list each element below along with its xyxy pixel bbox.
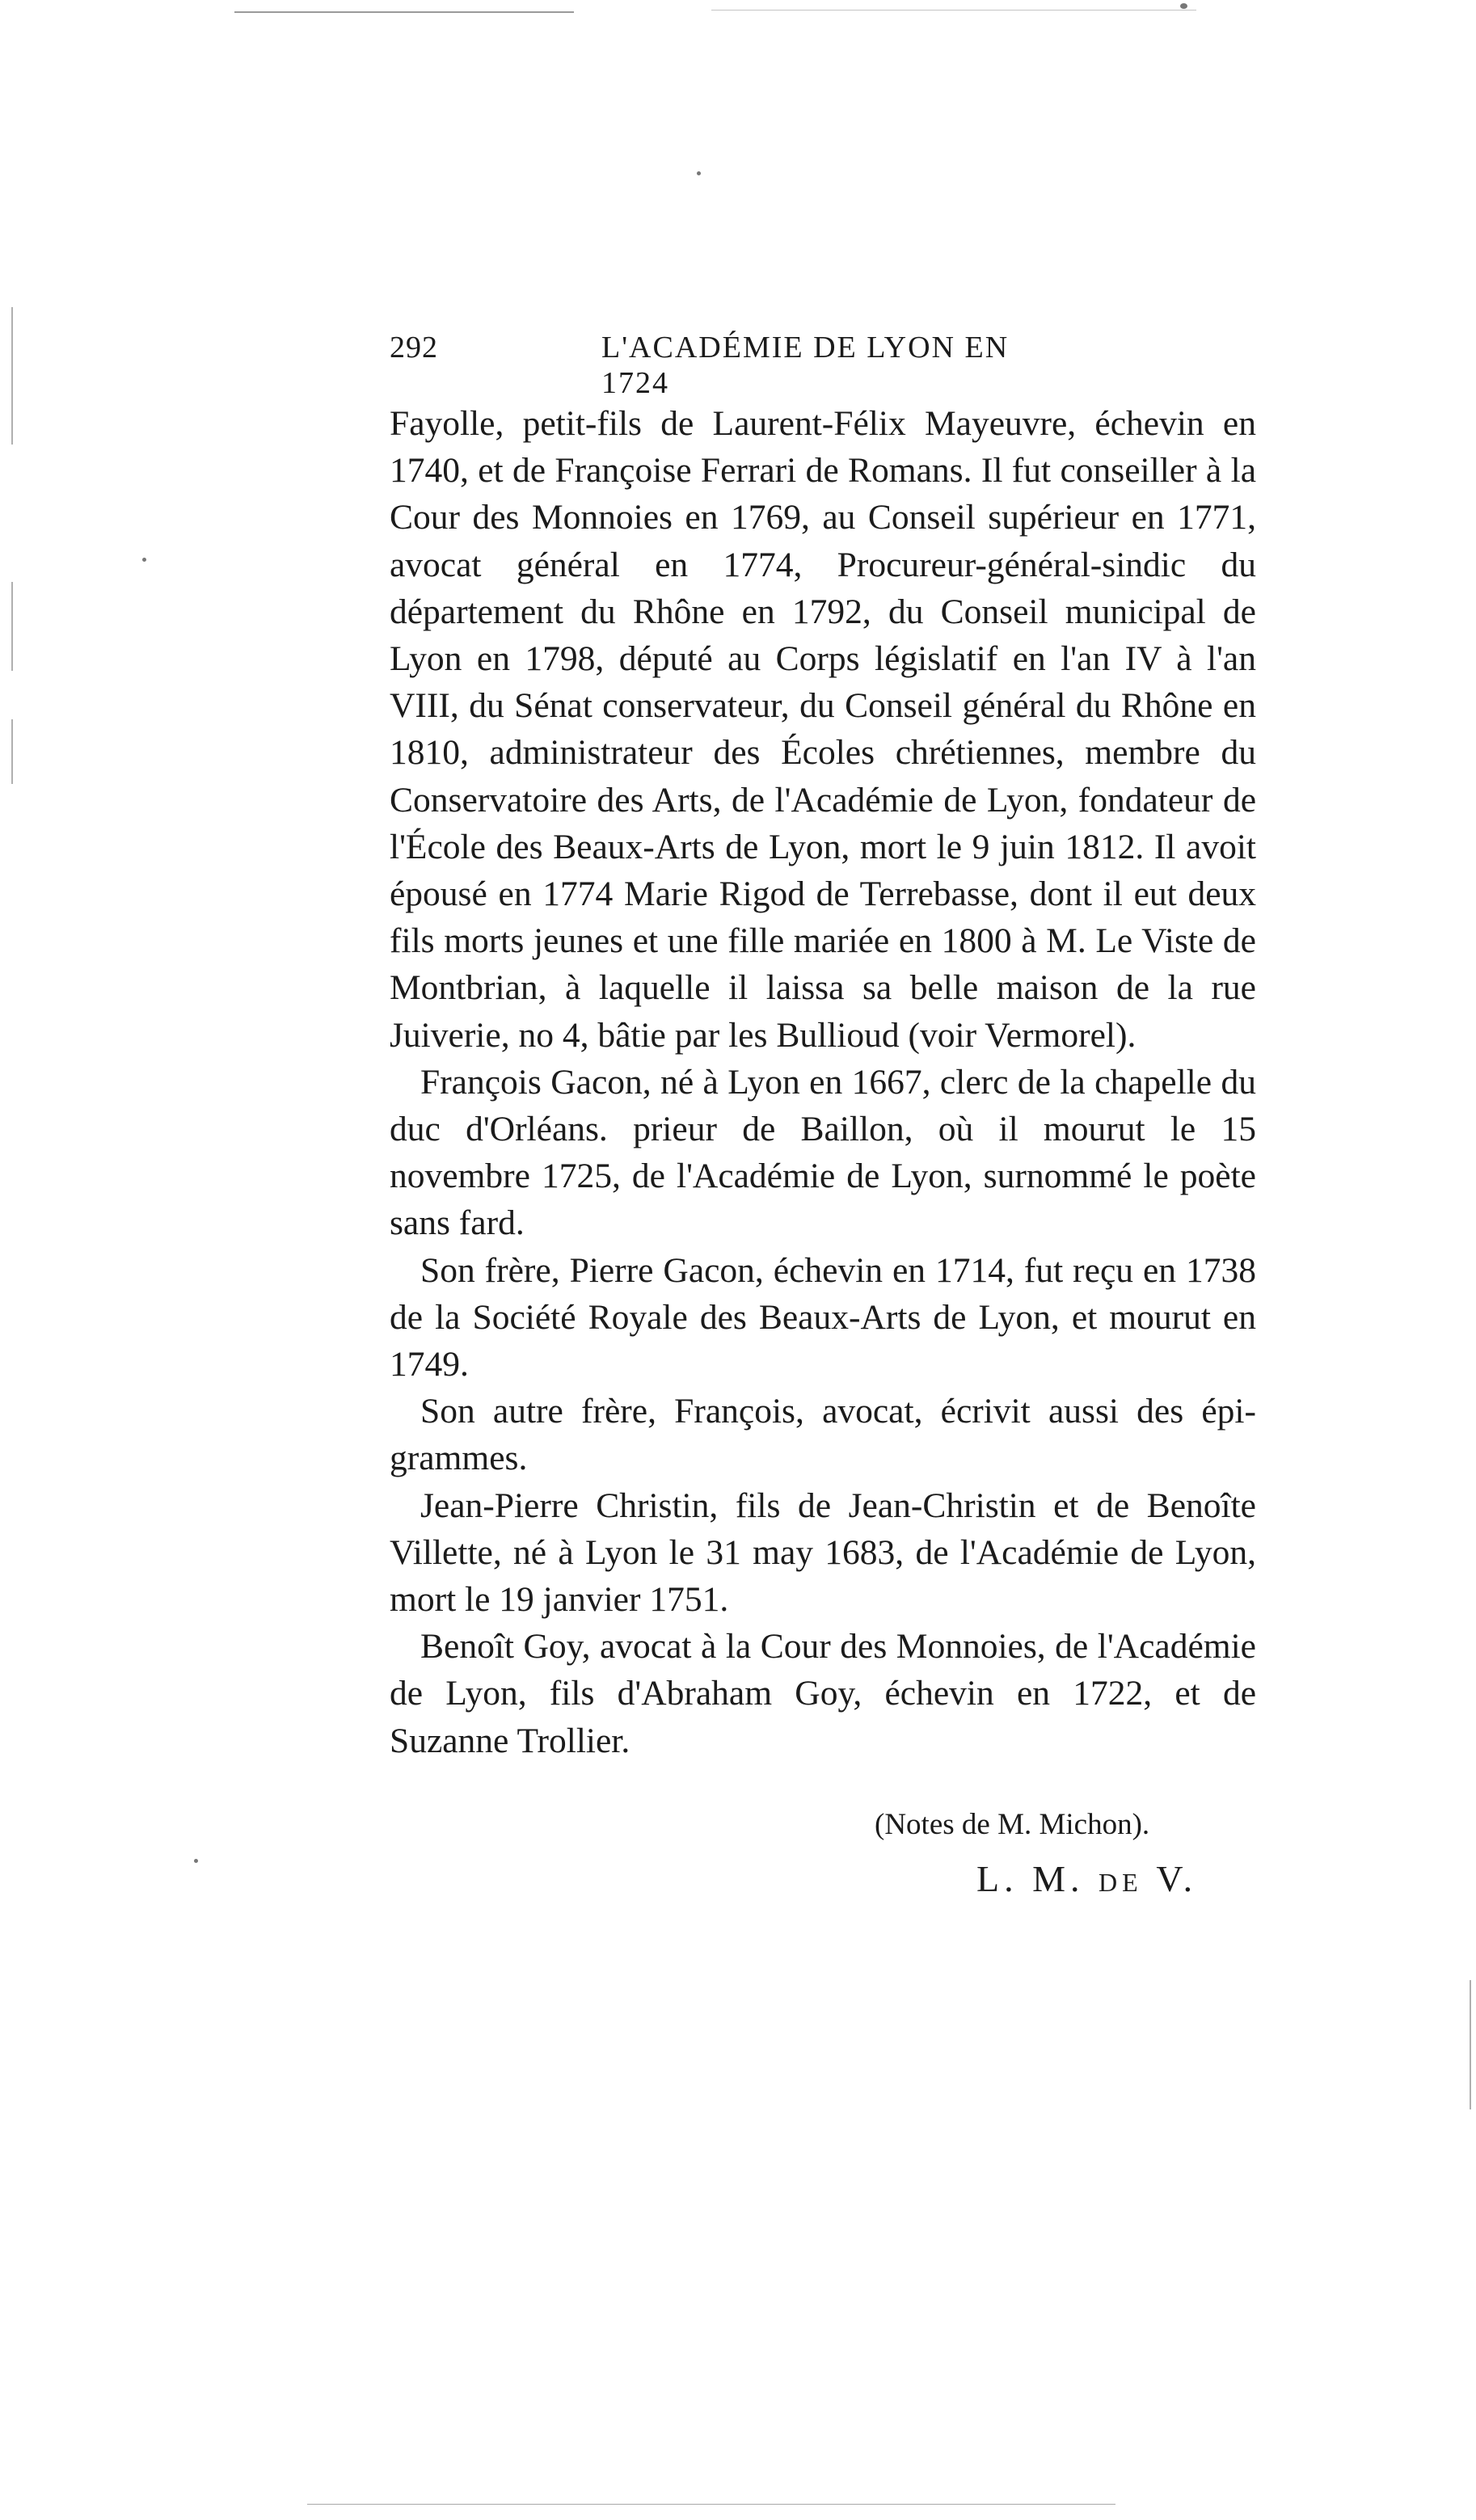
- paragraph-pierre-gacon: Son frère, Pierre Gacon, échevin en 1714, fut reçu en 1738 de la Société Royale des Beaux-Arts de Lyon, et mourut en 1749.: [390, 1250, 1256, 1384]
- paragraph-benoit-goy: Benoît Goy, avocat à la Cour des Monnoies, de l'Académie de Lyon, fils d'Abraham Goy, échevin en 1722, et de Suzanne Trollier.: [390, 1627, 1256, 1760]
- paragraph-francois-avocat: Son autre frère, François, avocat, écrivit aussi des épigrammes.: [390, 1392, 1256, 1478]
- paragraph-jean-pierre-christin: Jean-Pierre Christin, fils de Jean-Christin et de Benoîte Villette, né à Lyon le 31 may 1683, de l'Académie de Lyon, mort le 19 janvier 1751.: [390, 1485, 1256, 1620]
- page-header: [390, 330, 1052, 400]
- signature-last: V.: [1156, 1858, 1198, 1899]
- scan-artifact-top-rule: [234, 11, 574, 13]
- signature: [976, 1857, 1197, 1900]
- page-number: 292: [390, 331, 438, 365]
- scan-artifact-left-edge: [11, 307, 13, 445]
- body-text: [390, 400, 1256, 1764]
- running-title: L'ACADÉMIE DE LYON EN 1724: [601, 331, 1010, 400]
- scan-artifact-speck: [142, 558, 146, 562]
- notes-credit: (Notes de M. Michon).: [875, 1808, 1150, 1841]
- signature-particle: de: [1099, 1858, 1143, 1899]
- scan-artifact-bottom-rule: [307, 2504, 1115, 2505]
- scan-artifact-right-edge: [1470, 1980, 1471, 2109]
- scan-artifact-speck: [697, 171, 701, 175]
- scan-artifact-left-edge: [11, 719, 13, 784]
- scan-artifact-speck: [194, 1859, 198, 1863]
- scan-artifact-top-rule: [711, 10, 1196, 11]
- paragraph-fayolle-continued: Fayolle, petit-fils de Laurent-Félix Mayeuvre, échevin en 1740, et de Françoise Ferrari de Romans. Il fut conseiller à la Cour des Monnoies en 1769, au Conseil supérieur en 1771, avocat général en 1774, Procureur-général-sindic du département du Rhône en 1792, du Conseil municipal de Lyon en 1798, député au Corps législatif en l'an IV à l'an VIII, du Sénat conservateur, du Conseil général du Rhône en 1810, administrateur des Écoles chrétiennes, membre du Conservatoire des Arts, de l'Académie de Lyon, fondateur de l'École des Beaux-Arts de Lyon, mort le 9 juin 1812. Il avoit épousé en 1774 Marie Rigod de Terrebasse, dont il eut deux fils morts jeunes et une fille mariée en 1800 à M. Le Viste de Montbrian, à laquelle il laissa sa belle maison de la rue Juiverie, no 4, bâtie par les Bullioud (voir Vermorel).: [390, 404, 1256, 1055]
- scan-artifact-left-edge: [11, 582, 13, 671]
- scan-artifact-speck: [1180, 3, 1187, 9]
- paragraph-francois-gacon: François Gacon, né à Lyon en 1667, clerc de la chapelle du duc d'Orléans. prieur de Baillon, où il mourut le 15 novembre 1725, de l'Académie de Lyon, surnommé le poète sans fard.: [390, 1062, 1256, 1243]
- signature-initials: L. M.: [976, 1858, 1085, 1899]
